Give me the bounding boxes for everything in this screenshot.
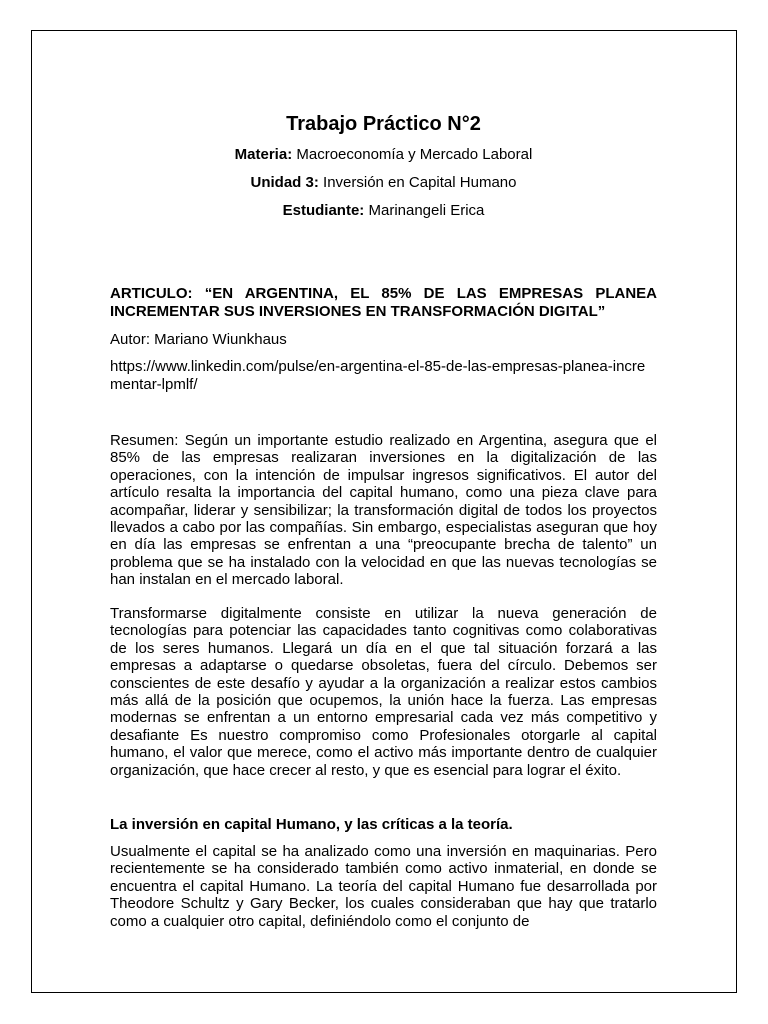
article-author: Autor: Mariano Wiunkhaus	[110, 331, 287, 348]
estudiante-value: Marinangeli Erica	[364, 202, 485, 219]
section-heading: La inversión en capital Humano, y las críticas a la teoría.	[110, 816, 513, 833]
unidad-label: Unidad 3:	[250, 174, 319, 191]
article-url: https://www.linkedin.com/pulse/en-argentina-el-85-de-las-empresas-planea-incrementar-lpmlf/	[110, 358, 646, 393]
materia-line	[110, 146, 657, 164]
body-paragraph-continued: Usualmente el capital se ha analizado como una inversión en maquinarias. Pero recientemente se ha considerado también como activo inmaterial, en donde se encuentra el capital Humano. La teoría del capital Humano fue desarrollada por Theodore Schultz y Gary Becker, los cuales consideraban que hay que tratarlo como a cualquier otro capital, definiéndolo como el conjunto de	[110, 843, 657, 930]
estudiante-label: Estudiante:	[282, 202, 365, 219]
unidad-value: Inversión en Capital Humano	[318, 174, 517, 191]
summary-paragraph: Resumen: Según un importante estudio realizado en Argentina, asegura que el 85% de las empresas realizaran inversiones en la digitalización de las operaciones, con la intención de impulsar ingresos significativos. El autor del artículo resalta la importancia del capital humano, como una pieza clave para acompañar, liderar y sensibilizar; la transformación digital de todos los proyectos llevados a cabo por las compañías. Sin embargo, especialistas aseguran que hoy en día las empresas se enfrentan a una “preocupante brecha de talento” un problema que se ha instalado con la velocidad en que las nuevas tecnologías se han instalan en el mercado laboral.	[110, 432, 657, 589]
article-title: ARTICULO: “EN ARGENTINA, EL 85% DE LAS EMPRESAS PLANEA INCREMENTAR SUS INVERSIONES EN TRANSFORMACIÓN DIGITAL”	[110, 285, 657, 320]
document-title: Trabajo Práctico N°2	[286, 113, 481, 135]
body-paragraph: Transformarse digitalmente consiste en utilizar la nueva generación de tecnologías para potenciar las capacidades tanto cognitivas como colaborativas de los seres humanos. Llegará un día en el que tal situación forzará a las empresas a adaptarse o quedarse obsoletas, fuera del círculo. Debemos ser conscientes de este desafío y ayudar a la organización a realizar estos cambios más allá de la posición que ocupemos, la unión hace la fuerza. Las empresas modernas se enfrentan a un entorno empresarial cada vez más competitivo y desafiante Es nuestro compromiso como Profesionales otorgarle al capital humano, el valor que merece, como el activo más importante dentro de cualquier organización, que hace crecer al resto, y que es esencial para lograr el éxito.	[110, 605, 657, 779]
materia-label: Materia:	[234, 146, 293, 163]
materia-value: Macroeconomía y Mercado Laboral	[292, 146, 533, 163]
estudiante-line	[110, 202, 657, 220]
unidad-line	[110, 174, 657, 192]
